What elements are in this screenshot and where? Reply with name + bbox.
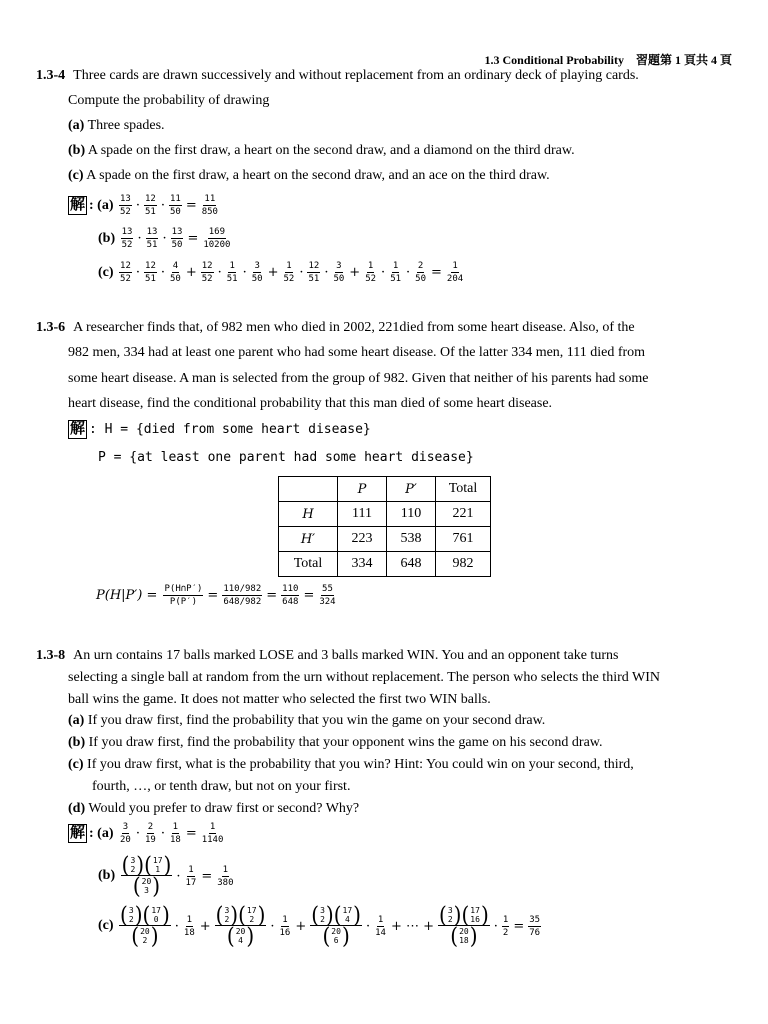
fraction: $\frac{169}{10200}$ (203, 227, 231, 250)
problem-number: 1.3-6 (36, 320, 66, 335)
problem-1-3-4-statement (36, 68, 639, 85)
table-row: H′ 223 538 761 (279, 527, 491, 552)
fraction: $\frac{13}{52}$ (121, 227, 133, 250)
problem-number: 1.3-8 (36, 648, 66, 663)
fraction: $\frac{11}{50}$ (169, 194, 181, 217)
problem-line: selecting a single ball at random from the urn without replacement. The person who selects the third WIN (68, 670, 660, 685)
problem-line: some heart disease. A man is selected from the group of 982. Given that neither of his parents had some (68, 371, 649, 386)
item-b: (b) A spade on the first draw, a heart on the second draw, and a diamond on the third draw. (68, 143, 575, 158)
solution-mark: 解 (69, 825, 85, 841)
contingency-table (278, 476, 491, 577)
solution-1-3-4-b: (b) $\frac{13}{52}$ · $\frac{13}{51}$ · $\frac{13}{50}$ = $\frac{169}{10200}$ (98, 227, 231, 250)
problem-1-3-8-statement: 1.3-8 An urn contains 17 balls marked LOSE and 3 balls marked WIN. You and an opponent take turns (36, 648, 619, 663)
problem-line: ball wins the game. It does not matter who selected the first two WIN balls. (68, 692, 491, 707)
item-c-continued: fourth, …, or tenth draw, but not on your first. (92, 779, 351, 794)
page-header: 1.3 Conditional Probability 習題第 1 頁共 4 頁 (484, 53, 732, 67)
solution-1-3-4-c: (c) $\frac{12}{52}$ · $\frac{12}{51}$ · $\frac{4}{50}$ + $\frac{12}{52}$ · $\frac{1}{51}$ · $\frac{3}{50}$ + $\frac{1}{52}$ · $\frac{12}{51}$ · $\frac{3}{50}$ + $\frac{1}{52}$ · $\frac{1}{51}$ · $\frac{2}{50}$ = $\frac{1}{204}$ (98, 261, 464, 284)
fraction: $\frac{13}{52}$ (120, 194, 131, 217)
table-row: Total 334 648 982 (279, 552, 491, 577)
fraction: $\frac{12}{51}$ (144, 194, 156, 217)
item-a: (a) Three spades. (68, 118, 165, 133)
problem-line: heart disease, find the conditional probability that this man died of some heart disease. (68, 396, 553, 411)
solution-1-3-8-a: 解 : (a) $\frac{3}{20}$ · $\frac{2}{19}$ · $\frac{1}{18}$ = $\frac{1}{1140}$ (69, 822, 224, 845)
fraction: $\frac{13}{51}$ (146, 227, 158, 250)
solution-1-3-8-c: (c) ( 3 2 ) ( 17 0 ) ( 20 2 ) · $\frac{1}{18}$ + ( 3 2 ) ( 17 2 ) ( 20 4 ) · $\frac{1}{16}$ + ( 3 2 ) ( 17 4 ) ( 20 6 ) · $\frac{1}{14}$ + ⋯ + ( 3 2 ) ( 17 16 ) ( 20 18 ) · $\frac{1}{2}$ = $\frac{35}{76}$ (98, 901, 541, 950)
solution-1-3-6-formula: P(H|P′) = $\frac{P(H\cap P')}{P(P')}$ = $\frac{110/982}{648/982}$ = $\frac{110}{648}$ = $\frac{55}{324}$ (96, 584, 336, 607)
item-b: (b) If you draw first, find the probability that your opponent wins the game on his second draw. (68, 735, 603, 750)
solution-mark: 解 (69, 197, 85, 213)
solution-1-3-6-def-h: 解 : H = {died from some heart disease} (69, 421, 371, 437)
item-c: (c) If you draw first, what is the probability that you win? Hint: You could win on your second, third, (68, 757, 634, 772)
solution-mark: 解 (69, 421, 85, 437)
item-d: (d) Would you prefer to draw first or second? Why? (68, 801, 360, 816)
item-a: (a) If you draw first, find the probability that you win the game on your second draw. (68, 713, 546, 728)
item-c: (c) A spade on the first draw, a heart on the second draw, and an ace on the third draw. (68, 168, 550, 183)
solution-1-3-6-def-p: P = {at least one parent had some heart disease} (98, 450, 474, 465)
problem-line: 982 men, 334 had at least one parent who had some heart disease. Of the latter 334 men, 111 died from (68, 345, 646, 360)
fraction: $\frac{11}{850}$ (201, 194, 218, 217)
fraction: $\frac{13}{50}$ (171, 227, 183, 250)
problem-text: Three cards are drawn successively and without replacement from an ordinary deck of playing cards. (73, 68, 639, 83)
solution-1-3-8-b: (b) ( 3 2 ) ( 17 1 ) ( 20 3 ) · $\frac{1}{17}$ = $\frac{1}{380}$ (98, 851, 234, 900)
problem-number: 1.3-4 (36, 68, 66, 83)
problem-1-3-6-statement: 1.3-6 A researcher finds that, of 982 men who died in 2002, 221died from some heart disease. Also, of the (36, 320, 635, 335)
problem-line: Compute the probability of drawing (68, 93, 270, 108)
solution-1-3-4-a: 解 : (a) $\frac{13}{52}$ · $\frac{12}{51}$ · $\frac{11}{50}$ = $\frac{11}{850}$ (69, 194, 218, 217)
table-row: H 111 110 221 (279, 502, 491, 527)
table-header-row: P P′ Total (279, 477, 491, 502)
